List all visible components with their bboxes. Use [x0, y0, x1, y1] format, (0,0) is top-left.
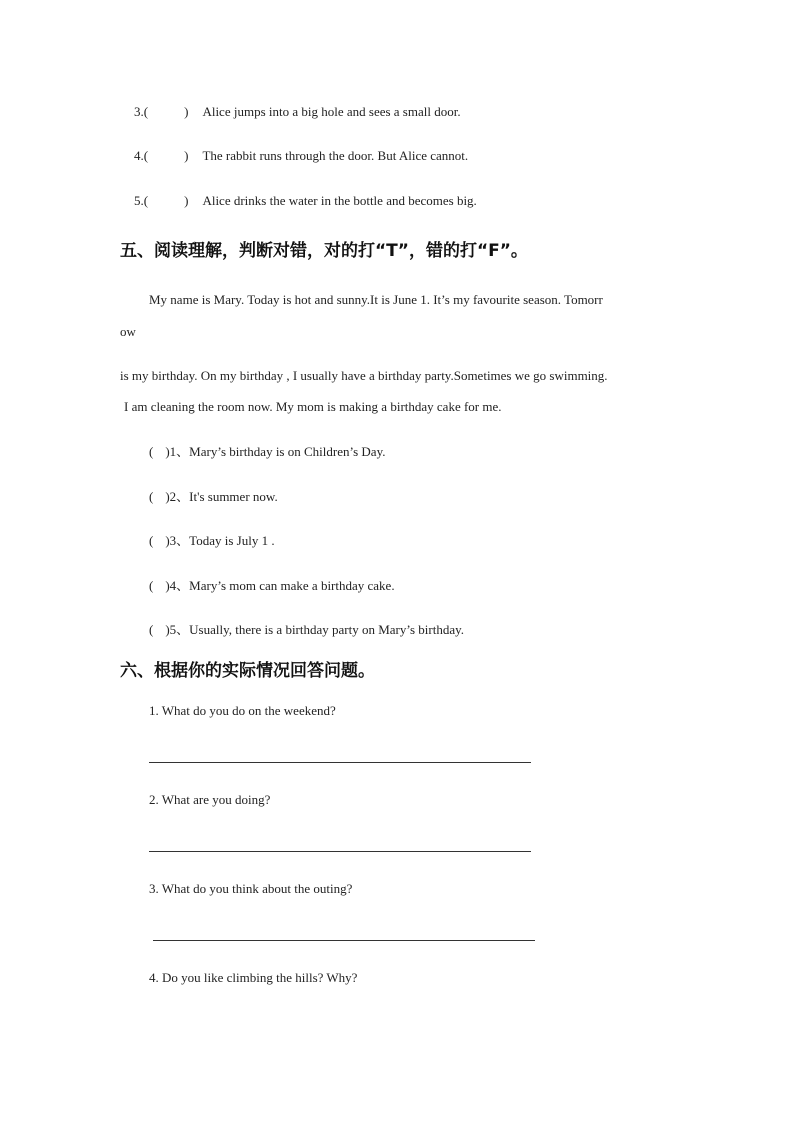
item-text: Alice jumps into a big hole and sees a small door. [202, 104, 461, 119]
item-close-paren: ) [184, 104, 189, 119]
question-text: )3、Today is July 1 . [165, 533, 275, 548]
open-question-1: 1. What do you do on the weekend? [149, 703, 336, 718]
item-text: Alice drinks the water in the bottle and becomes big. [202, 193, 477, 208]
open-paren[interactable]: ( [149, 444, 154, 459]
judge-question-1 [149, 444, 385, 460]
question-text: )4、Mary’s mom can make a birthday cake. [165, 578, 395, 593]
item-close-paren: ) [184, 148, 189, 163]
item-text: The rabbit runs through the door. But Alice cannot. [202, 148, 469, 163]
passage-line-2: is my birthday. On my birthday , I usually have a birthday party.Sometimes we go swimming. [120, 368, 608, 383]
open-paren[interactable]: ( [149, 622, 154, 637]
true-false-item-4 [134, 148, 468, 164]
passage-line-1: My name is Mary. Today is hot and sunny.It is June 1. It’s my favourite season. Tomorr [149, 292, 603, 307]
judge-question-5 [149, 622, 464, 638]
open-question-4: 4. Do you like climbing the hills? Why? [149, 970, 358, 985]
section-5-heading: 五、阅读理解，判断对错，对的打“T”，错的打“F”。 [120, 241, 528, 261]
true-false-item-3 [134, 104, 461, 120]
item-close-paren: ) [184, 193, 189, 208]
passage-line-1-wrap: ow [120, 324, 136, 339]
answer-line-3[interactable] [153, 940, 535, 941]
open-paren[interactable]: ( [149, 578, 154, 593]
open-question-2: 2. What are you doing? [149, 792, 271, 807]
answer-line-2[interactable] [149, 851, 531, 852]
item-number: 3.( [134, 104, 149, 119]
question-text: )2、It's summer now. [165, 489, 278, 504]
question-text: )5、Usually, there is a birthday party on Mary’s birthday. [165, 622, 465, 637]
item-number: 4.( [134, 148, 149, 163]
open-question-3: 3. What do you think about the outing? [149, 881, 353, 896]
open-paren[interactable]: ( [149, 533, 154, 548]
question-text: )1、Mary’s birthday is on Children’s Day. [165, 444, 386, 459]
item-number: 5.( [134, 193, 149, 208]
judge-question-2 [149, 489, 278, 505]
answer-line-1[interactable] [149, 762, 531, 763]
true-false-item-5 [134, 193, 477, 209]
section-6-heading: 六、根据你的实际情况回答问题。 [120, 661, 375, 681]
open-paren[interactable]: ( [149, 489, 154, 504]
judge-question-3 [149, 533, 275, 549]
passage-line-3: I am cleaning the room now. My mom is making a birthday cake for me. [124, 399, 502, 414]
judge-question-4 [149, 578, 395, 594]
